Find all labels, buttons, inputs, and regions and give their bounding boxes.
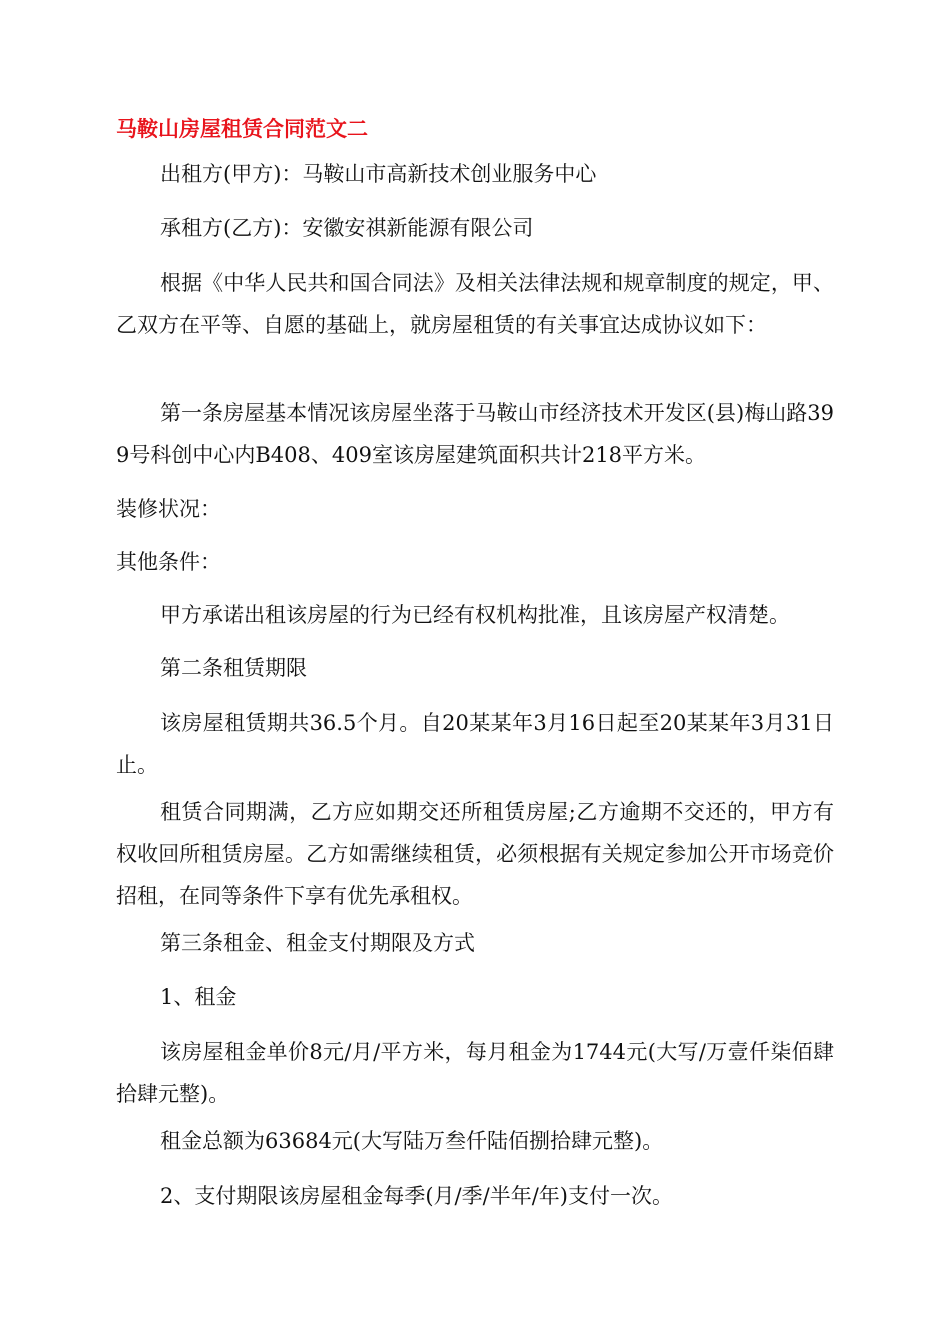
lease-expiry-paragraph: 租赁合同期满，乙方应如期交还所租赁房屋;乙方逾期不交还的，甲方有权收回所租赁房屋。乙方如需继续租赁，必须根据有关规定参加公开市场竞价招租，在同等条件下享有优先承租权。 [116,800,834,908]
rent-total-paragraph: 租金总额为63684元(大写陆万叁仟陆佰捌拾肆元整)。 [160,1129,664,1153]
other-conditions-line: 其他条件： [116,550,221,574]
payment-period-paragraph: 2、支付期限该房屋租金每季(月/季/半年/年)支付一次。 [160,1184,673,1208]
lessee-line: 承租方(乙方)：安徽安祺新能源有限公司 [160,216,534,240]
lessor-line: 出租方(甲方)：马鞍山市高新技术创业服务中心 [160,162,597,186]
article-2-heading: 第二条租赁期限 [160,656,307,680]
document-title: 马鞍山房屋租赁合同范文二 [116,117,368,141]
lease-term-paragraph: 该房屋租赁期共36.5个月。自20某某年3月16日起至20某某年3月31日止。 [116,711,834,777]
article-1-paragraph: 第一条房屋基本情况该房屋坐落于马鞍山市经济技术开发区(县)梅山路399号科创中心内B408、409室该房屋建筑面积共计218平方米。 [116,401,834,467]
article-3-heading: 第三条租金、租金支付期限及方式 [160,931,475,955]
rent-subheading: 1、租金 [160,985,237,1009]
rent-unit-price-paragraph: 该房屋租金单价8元/月/平方米，每月租金为1744元(大写/万壹仟柒佰肆拾肆元整)。 [116,1040,834,1106]
preamble-paragraph: 根据《中华人民共和国合同法》及相关法律法规和规章制度的规定，甲、乙双方在平等、自愿的基础上，就房屋租赁的有关事宜达成协议如下： [116,271,834,337]
decoration-status-line: 装修状况： [116,497,221,521]
lessor-commitment-paragraph: 甲方承诺出租该房屋的行为已经有权机构批准，且该房屋产权清楚。 [160,603,790,627]
